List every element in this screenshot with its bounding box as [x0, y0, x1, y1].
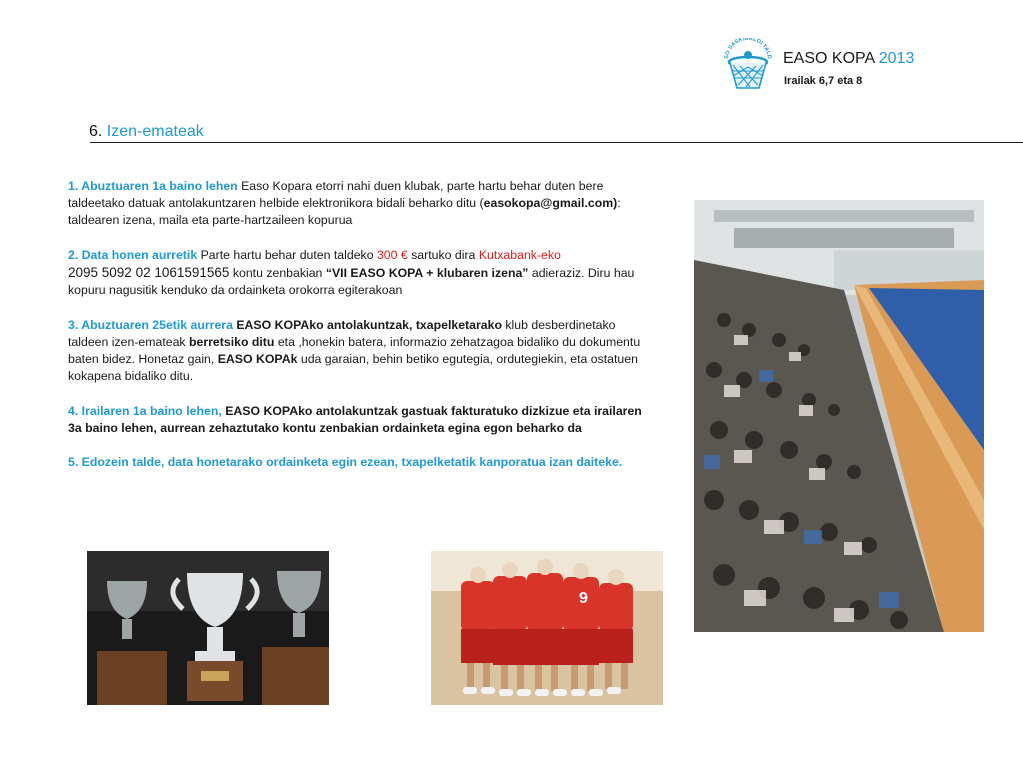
- brand-year: 2013: [878, 50, 915, 67]
- crowd-in-stands-photo: [694, 200, 984, 632]
- step-3: [68, 317, 653, 386]
- step-1-text-end: : taldearen izena, maila eta parte-hartzaileen kopurua: [68, 196, 621, 228]
- payment-concept: “VII EASO KOPA + klubaren izena”: [325, 266, 529, 280]
- step-4-lead: 4. Irailaren 1a baino lehen,: [68, 403, 222, 418]
- logo-lettering: SO SASKIBALOI TALD: [723, 38, 773, 60]
- step-4: [68, 403, 653, 437]
- section-heading: [89, 123, 204, 141]
- brand-name: EASO KOPA: [783, 50, 875, 67]
- section-title: Izen-emateak: [106, 123, 204, 140]
- step-3-text-end: uda garaian, behin betiko egutegia, ordutegiekin, eta ostatuen kokapena bidaliko ditu.: [68, 352, 638, 384]
- step-2-text-c: kontu zenbakian: [229, 266, 326, 280]
- step-3-bold-a: EASO KOPAko antolakuntzak, txapelketarako: [232, 317, 502, 332]
- easo-basketball-logo: [720, 38, 776, 96]
- step-2-text: Parte hartu behar duten taldeko: [197, 247, 377, 262]
- step-3-lead: 3. Abuztuaren 25etik aurrera: [68, 317, 233, 332]
- registration-steps: [68, 178, 653, 489]
- step-3-bold-c: EASO KOPAk: [217, 352, 298, 366]
- svg-text:9: 9: [579, 590, 588, 607]
- fee-amount: 300 €: [376, 247, 408, 262]
- step-5: [68, 454, 653, 471]
- section-number: 6.: [89, 123, 103, 140]
- account-number: 2095 5092 02 1061591565: [68, 265, 230, 280]
- step-1-text: Easo Kopara etorri nahi duen klubak, parte hartu behar duten bere taldeetako datuak antolakuntzaren helbide elektronikora bidali beharko ditu (: [68, 179, 604, 211]
- heading-divider: [90, 142, 1023, 143]
- step-3-bold-b: berretsiko ditu: [189, 334, 275, 349]
- step-3-text-b: eta ,honekin batera, informazio zehatzagoa bidaliko du dokumentu baten bidez. Honetaz gain,: [68, 334, 641, 366]
- step-4-bold: EASO KOPAko antolakuntzak gastuak fakturatuko dizkizue eta irailaren 3a baino lehen, aurrean zehaztutako kontu zenbakian ordainketa egina egon beharko da: [68, 403, 642, 435]
- brand-title: [783, 50, 914, 68]
- trophies-photo: [87, 551, 329, 705]
- step-2-lead: 2. Data honen aurretik: [68, 247, 198, 262]
- step-2-text-end: adieraziz. Diru hau kopuru nagusitik kenduko da ordainketa orokorra egiterakoan: [68, 266, 635, 298]
- bank-name: Kutxabank-eko: [478, 247, 561, 262]
- step-2: [68, 247, 653, 300]
- contact-email: easokopa@gmail.com): [483, 196, 618, 211]
- step-2-text-b: sartuko dira: [407, 247, 479, 262]
- event-dates: Irailak 6,7 eta 8: [784, 75, 863, 87]
- step-1: [68, 178, 653, 230]
- step-3-text: klub desberdinetako taldeen izen-emateak: [68, 317, 616, 349]
- team-huddle-photo: [431, 551, 663, 705]
- step-1-lead: 1. Abuztuaren 1a baino lehen: [68, 179, 238, 193]
- step-5-text: 5. Edozein talde, data honetarako ordainketa egin ezean, txapelketatik kanporatua izan daiteke.: [68, 455, 623, 470]
